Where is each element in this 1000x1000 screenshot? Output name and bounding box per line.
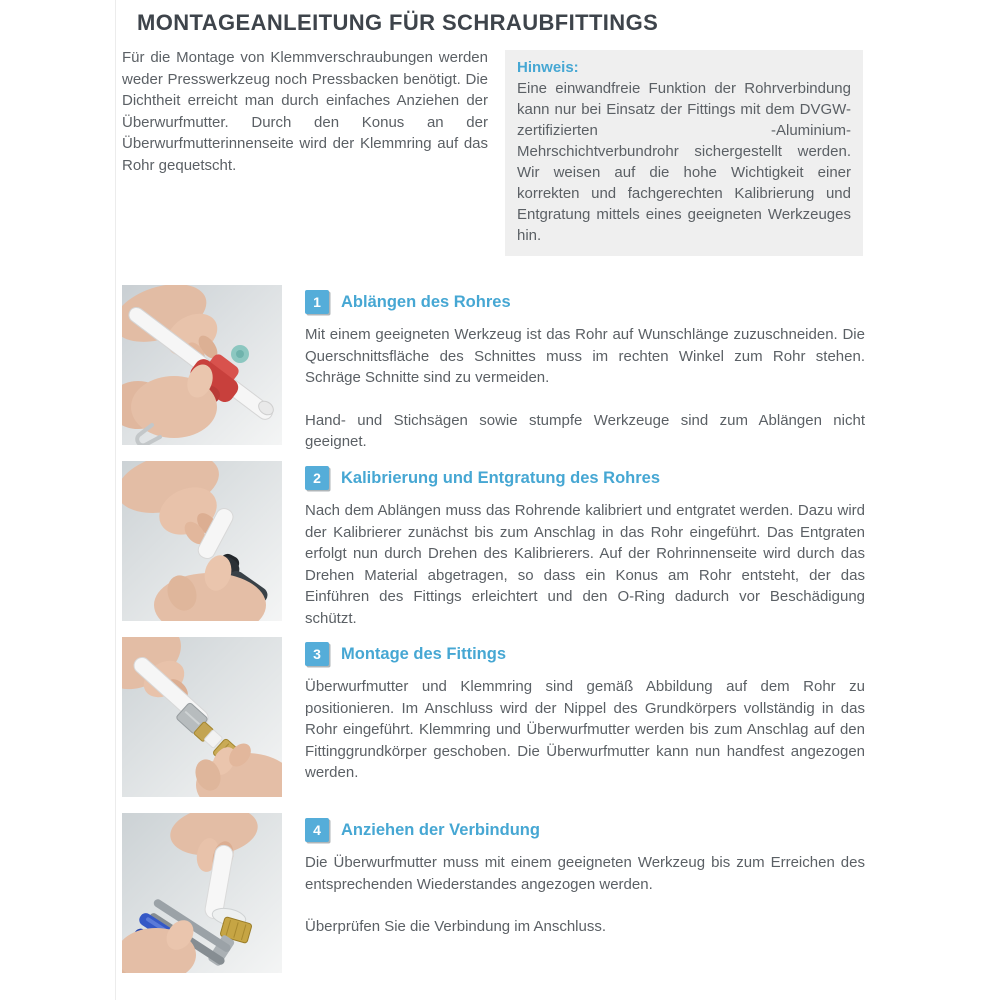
step-paragraph: Überprüfen Sie die Verbindung im Anschluss.: [305, 918, 607, 935]
step-title: Anziehen der Verbindung: [341, 820, 540, 839]
step-number-badge: 4: [305, 818, 329, 842]
step-paragraph: Überwurfmutter und Klemmring sind gemäß Abbildung auf dem Rohr zu positionieren. Im Anschluss wird der Nippel des Grundkörpers vollständig in das Rohr eingeführt. Klemmring und Überwurfmutter werden bis zum Anschlag auf den Fittinggrundkörper geschoben. Die Überwurfmutter kann nun handfest angezogen werden.: [305, 678, 865, 781]
step-title: Montage des Fittings: [341, 644, 506, 663]
step-paragraph: Nach dem Ablängen muss das Rohrende kalibriert und entgratet werden. Dazu wird der Kalibrierer zunächst bis zum Anschlag in das Rohr eingeführt. Das Entgraten erfolgt nun durch Drehen des Kalibrierers. Auf der Rohrinnenseite wird durch das Drehen Material abgetragen, so dass ein Konus am Rohr entsteht, der das Einführen des Fittings erleichtert und den O-Ring dadurch vor Beschädigung schützt.: [305, 502, 865, 627]
note-label: Hinweis:: [517, 59, 579, 76]
step-title: Kalibrierung und Entgratung des Rohres: [341, 468, 661, 487]
page-left-edge: [115, 0, 116, 1000]
fitting-assembly-photo: [122, 637, 282, 797]
step-paragraph: Mit einem geeigneten Werkzeug ist das Rohr auf Wunschlänge zuzuschneiden. Die Querschnittsfläche des Schnittes muss im rechten Winkel zum Rohr stehen. Schräge Schnitte sind zu vermeiden.: [305, 326, 865, 386]
step-text-3: [305, 642, 865, 784]
note-box: [505, 50, 863, 256]
step-number-badge: 1: [305, 290, 329, 314]
step-title: Ablängen des Rohres: [341, 292, 511, 311]
intro-paragraph: Für die Montage von Klemmverschraubungen werden weder Presswerkzeug noch Pressbacken benötigt. Die Dichtheit erreicht man durch einfaches Anziehen der Überwurfmutter. Durch den Konus an der Überwurfmutterinnenseite wird der Klemmring auf das Rohr gequetscht.: [122, 49, 488, 174]
step-text-1: [305, 290, 865, 453]
step-paragraph: Die Überwurfmutter muss mit einem geeigneten Werkzeug bis zum Erreichen des entsprechenden Wiederstandes angezogen werden.: [305, 854, 865, 893]
tightening-connection-photo: [122, 813, 282, 973]
step-number-badge: 3: [305, 642, 329, 666]
step-text-2: [305, 466, 865, 629]
step-number-badge: 2: [305, 466, 329, 490]
step-text-4: [305, 818, 865, 938]
pipe-cutting-photo: [122, 285, 282, 445]
note-body: Eine einwandfreie Funktion der Rohrverbindung kann nur bei Einsatz der Fittings mit dem DVGW-zertifizierten -Aluminium-Mehrschichtverbundrohr sichergestellt werden. Wir weisen auf die hohe Wichtigkeit einer korrekten und fachgerechten Kalibrierung und Entgratung mittels eines geeigneten Werkzeuges hin.: [517, 80, 851, 244]
page-title: MONTAGEANLEITUNG FÜR SCHRAUBFITTINGS: [137, 10, 659, 35]
step-paragraph: Hand- und Stichsägen sowie stumpfe Werkzeuge sind zum Ablängen nicht geeignet.: [305, 411, 865, 450]
pipe-calibration-photo: [122, 461, 282, 621]
